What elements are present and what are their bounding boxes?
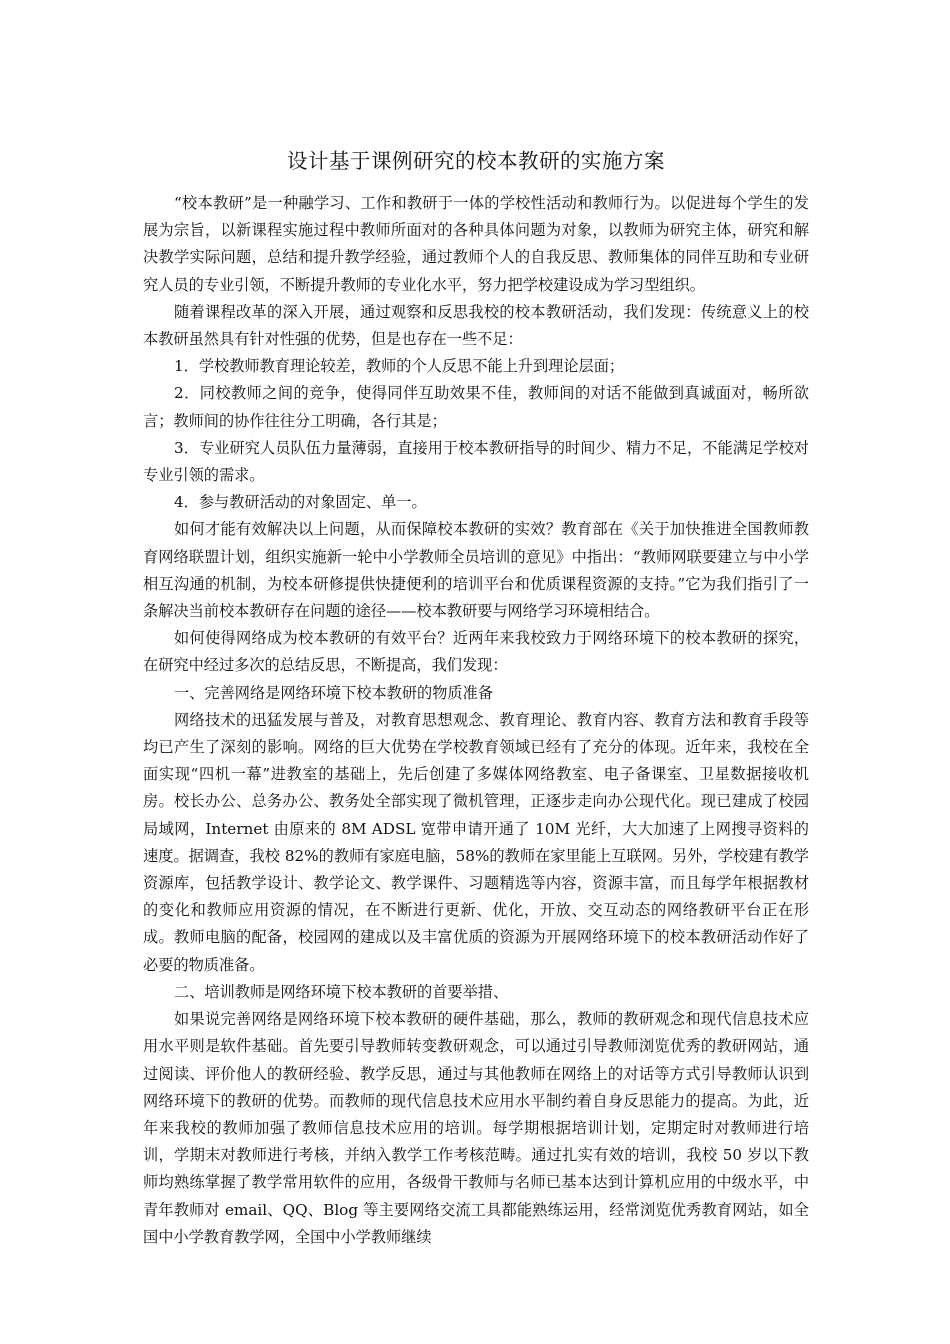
document-title: 设计基于课例研究的校本教研的实施方案 <box>287 149 665 173</box>
document-page <box>143 146 809 1251</box>
section-heading-1: 一、完善网络是网络环境下校本教研的物质准备 <box>174 683 493 702</box>
list-item-4: 4．参与教研活动的对象固定、单一。 <box>174 493 427 512</box>
list-item-1: 1．学校教师教育理论较差，教师的个人反思不能上升到理论层面； <box>174 357 625 376</box>
section-heading-2: 二、培训教师是网络环境下校本教研的首要举措、 <box>174 982 509 1001</box>
paragraph-intro: “校本教研”是一种融学习、工作和教研于一体的学校性活动和教师行为。以促进每个学生的发展为宗旨，以新课程实施过程中教师所面对的各种具体问题为对象，以教师为研究主体，研究和解决教学实际问题，总结和提升教学经验，通过教师个人的自我反思、教师集体的同伴互助和专业研究人员的专业引领，不断提升教师的专业化水平，努力把学校建设成为学习型组织。 <box>143 194 809 294</box>
paragraph-findings: 随着课程改革的深入开展，通过观察和反思我校的校本教研活动，我们发现：传统意义上的校本教研虽然具有针对性强的优势，但是也存在一些不足： <box>143 302 809 349</box>
paragraph-network: 网络技术的迅猛发展与普及，对教育思想观念、教育理论、教育内容、教育方法和教育手段等均已产生了深刻的影响。网络的巨大优势在学校教育领域已经有了充分的体现。近年来，我校在全面实现“四机一幕”进教室的基础上，先后创建了多媒体网络教室、电子备课室、卫星数据接收机房。校长办公、总务办公、教务处全部实现了微机管理，正逐步走向办公现代化。现已建成了校园局域网，Internet 由原来的 8M ADSL 宽带申请开通了 10M 光纤，大大加速了上网搜寻资料的速度。据调查，我校 82%的教师有家庭电脑，58%的教师在家里能上互联网。另外，学校建有教学资源库，包括教学设计、教学论文、教学课件、习题精选等内容，资源丰富，而且每学年根据教材的变化和教师应用资源的情况，在不断进行更新、优化，开放、交互动态的网络教研平台正在形成。教师电脑的配备，校园网的建成以及丰富优质的资源为开展网络环境下的校本教研活动作好了必要的物质准备。 <box>143 710 809 974</box>
paragraph-platform: 如何使得网络成为校本教研的有效平台？近两年来我校致力于网络环境下的校本教研的探究，在研究中经过多次的总结反思，不断提高，我们发现： <box>143 629 809 675</box>
list-item-3: 3．专业研究人员队伍力量薄弱，直接用于校本教研指导的时间少、精力不足，不能满足学校对专业引领的需求。 <box>143 438 809 485</box>
list-item-2: 2．同校教师之间的竞争，使得同伴互助效果不佳，教师间的对话不能做到真诚面对，畅所欲言；教师间的协作往往分工明确，各行其是； <box>143 384 809 430</box>
paragraph-solution: 如何才能有效解决以上问题，从而保障校本教研的实效？教育部在《关于加快推进全国教师教育网络联盟计划，组织实施新一轮中小学教师全员培训的意见》中指出：“教师网联要建立与中小学相互沟通的机制，为校本研修提供快捷便利的培训平台和优质课程资源的支持。”它为我们指引了一条解决当前校本教研存在问题的途径——校本教研要与网络学习环境相结合。 <box>143 520 809 621</box>
paragraph-training: 如果说完善网络是网络环境下校本教研的硬件基础，那么，教师的教研观念和现代信息技术应用水平则是软件基础。首先要引导教师转变教研观念，可以通过引导教师浏览优秀的教研网站，通过阅读、评价他人的教研经验、教学反思，通过与其他教师在网络上的对话等方式引导教师认识到网络环境下的教研的优势。而教师的现代信息技术应用水平制约着自身反思能力的提高。为此，近年来我校的教师加强了教师信息技术应用的培训。每学期根据培训计划，定期定时对教师进行培训，学期末对教师进行考核，并纳入教学工作考核范畴。通过扎实有效的培训，我校 50 岁以下教师均熟练掌握了教学常用软件的应用，各级骨干教师与名师已基本达到计算机应用的中级水平，中青年教师对 email、QQ、Blog 等主要网络交流工具都能熟练运用，经常浏览优秀教育网站，如全国中小学教育教学网，全国中小学教师继续 <box>143 1010 809 1246</box>
document-body <box>143 190 809 1251</box>
